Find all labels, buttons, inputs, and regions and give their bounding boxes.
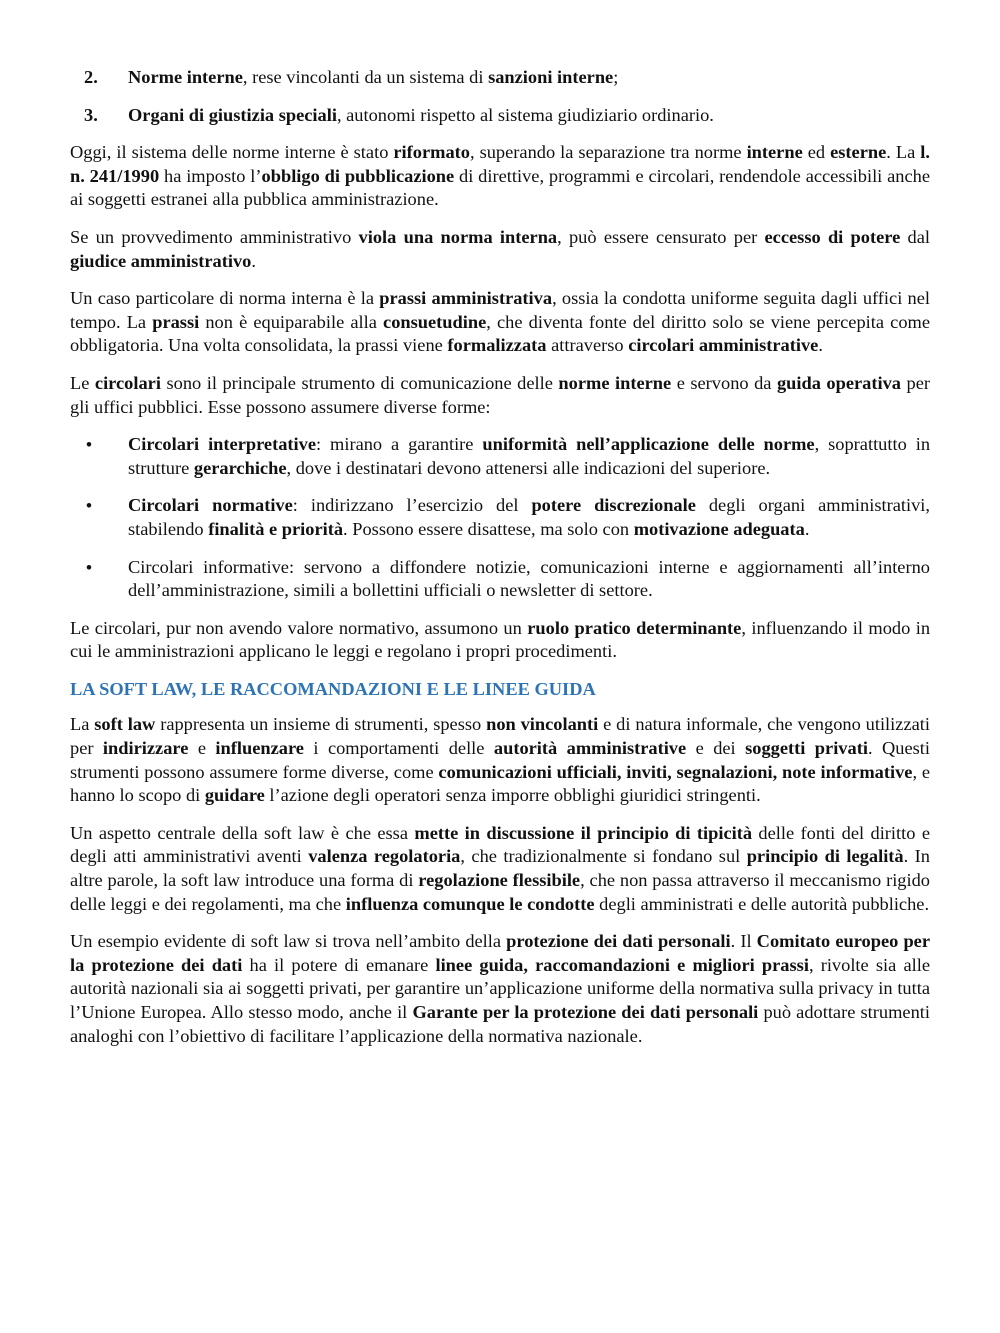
bold-run: finalità e priorità xyxy=(208,518,344,539)
bold-run: Circolari normative xyxy=(128,495,293,516)
text-run: , dove i destinatari devono attenersi alle indicazioni del superiore. xyxy=(286,457,771,478)
item-number: 2. xyxy=(84,67,98,87)
bold-run: consuetudine xyxy=(383,311,487,332)
text-run: Un aspetto centrale della soft law è che essa xyxy=(70,822,415,843)
bold-run: eccesso di potere xyxy=(764,226,901,247)
bullet-text xyxy=(128,495,930,539)
text-run: , rese vincolanti da un sistema di xyxy=(242,67,489,87)
bold-run: mette in discussione il principio di tipicità xyxy=(414,822,753,843)
bold-run: protezione dei dati personali xyxy=(506,931,731,952)
bold-run: uniformità nell’applicazione delle norme xyxy=(482,434,815,455)
text-run: l’azione degli operatori senza imporre obblighi giuridici stringenti. xyxy=(264,785,761,806)
bullet-item xyxy=(70,556,930,603)
bold-run: prassi amministrativa xyxy=(379,288,553,309)
text-run: e di natura informale, che vengono utilizzati per xyxy=(70,714,930,759)
bold-run: guida operativa xyxy=(776,372,902,393)
text-run: , che diventa fonte del diritto solo se viene percepita come obbligatoria. Una volta consolidata, la prassi viene xyxy=(70,311,930,356)
bold-run: giudice amministrativo xyxy=(70,250,252,271)
text-run: . Questi strumenti possono assumere forme diverse, come xyxy=(70,738,930,782)
bullet-marker: • xyxy=(86,557,92,577)
text-run: Se un provvedimento amministrativo xyxy=(70,226,359,247)
paragraph-soft-law-tipicita xyxy=(70,822,930,916)
bold-run: circolari xyxy=(94,372,161,393)
section-heading: LA SOFT LAW, LE RACCOMANDAZIONI E LE LINEE GUIDA xyxy=(70,678,596,699)
text-run: i comportamenti delle xyxy=(303,738,494,759)
bold-run: guidare xyxy=(204,785,265,806)
text-run: ed xyxy=(802,142,831,163)
bold-run: soggetti privati xyxy=(745,738,868,759)
text-run: , può essere censurato per xyxy=(557,226,765,247)
text-run: , che non passa attraverso il meccanismo rigido delle leggi e dei regolamenti, ma che xyxy=(70,870,931,914)
bold-run: potere discrezionale xyxy=(531,495,696,516)
text-run: , superando la separazione tra norme xyxy=(469,142,747,163)
text-run: Un esempio evidente di soft law si trova nell’ambito della xyxy=(70,931,507,952)
numbered-item xyxy=(70,104,930,128)
bold-run: l. n. 241/1990 xyxy=(70,142,930,186)
text-run: Le circolari, pur non avendo valore normativo, assumono un xyxy=(70,617,528,638)
text-run: , influenzando il modo in cui le amministrazioni applicano le leggi e regolano i propri procedimenti. xyxy=(70,617,931,662)
text-run: . xyxy=(818,335,823,356)
bold-run: obbligo di pubblicazione xyxy=(261,165,455,186)
bold-run: interne xyxy=(746,142,803,163)
text-run: e servono da xyxy=(671,372,777,393)
text-run: Oggi, il sistema delle norme interne è stato xyxy=(70,142,394,163)
text-run: per gli uffici pubblici. Esse possono assumere diverse forme: xyxy=(70,372,931,417)
bold-run: gerarchiche xyxy=(193,457,287,478)
bold-run: indirizzare xyxy=(102,738,189,759)
paragraph-ruolo-pratico xyxy=(70,617,930,664)
text-run: ha imposto l’ xyxy=(159,165,262,186)
bold-run: ruolo pratico determinante xyxy=(527,617,742,638)
bold-run: principio di legalità xyxy=(746,846,904,867)
text-run: ha il potere di emanare xyxy=(242,954,436,975)
text-run: non è equiparabile alla xyxy=(199,311,384,332)
bold-run: riformato xyxy=(393,142,470,163)
text-run: . Possono essere disattese, ma solo con xyxy=(343,518,634,539)
text-run: sono il principale strumento di comunicazione delle xyxy=(160,372,559,393)
bold-run: formalizzata xyxy=(447,335,547,356)
bullet-item xyxy=(70,433,930,480)
text-run: . xyxy=(251,250,256,271)
bold-run: autorità amministrative xyxy=(493,738,687,759)
bold-run: Circolari interpretative xyxy=(128,434,316,455)
paragraph-soft-law-dati-personali xyxy=(70,930,930,1048)
text-run: di direttive, programmi e circolari, rendendole accessibili anche ai soggetti estranei alla pubblica amministrazione. xyxy=(70,165,931,210)
bold-run: viola una norma interna xyxy=(358,226,558,247)
item-text xyxy=(128,67,618,87)
bold-run: Comitato europeo per la protezione dei dati xyxy=(70,931,930,975)
bold-run: norme interne xyxy=(558,372,672,393)
item-text xyxy=(128,105,714,125)
text-run: degli organi amministrativi, stabilendo xyxy=(128,495,931,539)
text-run: : indirizzano l’esercizio del xyxy=(292,495,532,516)
bold-run: sanzioni interne xyxy=(488,67,614,87)
bold-run: esterne xyxy=(830,142,887,163)
bullet-text xyxy=(128,557,930,601)
text-run: e xyxy=(188,738,216,759)
text-run: La xyxy=(70,714,95,735)
text-run: rappresenta un insieme di strumenti, spesso xyxy=(155,714,487,735)
text-run: Circolari informative: servono a diffondere notizie, comunicazioni interne e aggiornamenti all’interno dell’amministrazione, simili a bollettini ufficiali o newsletter di settore. xyxy=(128,556,930,601)
text-run: . In altre parole, la soft law introduce una forma di xyxy=(70,846,930,891)
bullet-marker: • xyxy=(86,435,92,455)
numbered-item xyxy=(70,66,930,90)
text-run: e dei xyxy=(686,738,746,759)
text-run: , soprattutto in strutture xyxy=(128,434,931,478)
bold-run: motivazione adeguata xyxy=(633,518,805,539)
text-run: . xyxy=(804,518,810,539)
bold-run: comunicazioni ufficiali, inviti, segnalazioni, note informative xyxy=(438,761,913,782)
bold-run: Norme interne xyxy=(128,67,243,87)
bold-run: linee guida, raccomandazioni e migliori prassi xyxy=(435,954,809,975)
text-run: attraverso xyxy=(546,335,629,356)
paragraph-soft-law-definizione xyxy=(70,713,930,807)
text-run: , rivolte sia alle autorità nazionali sia ai soggetti privati, per garantire un’applicazione uniforme della normativa sulla privacy in tutta l’Unione Europea. Allo stesso modo, anche il xyxy=(70,954,931,1022)
text-run: delle fonti del diritto e degli atti amministrativi aventi xyxy=(70,822,931,867)
bold-run: non vincolanti xyxy=(486,714,599,735)
bold-run: Organi di giustizia speciali xyxy=(128,104,337,125)
bold-run: prassi xyxy=(152,311,200,332)
bold-run: regolazione flessibile xyxy=(418,870,581,891)
text-run: , e hanno lo scopo di xyxy=(70,761,931,806)
bold-run: influenza comunque le condotte xyxy=(345,893,595,914)
paragraph-circolari xyxy=(70,372,930,419)
bold-run: soft law xyxy=(94,714,156,735)
text-run: : mirano a garantire xyxy=(316,434,483,455)
text-run: può adottare strumenti analoghi con l’obiettivo di facilitare l’applicazione della normativa nazionale. xyxy=(70,1002,930,1046)
bullet-item xyxy=(70,494,930,541)
paragraph-prassi-amministrativa xyxy=(70,287,930,358)
text-run: , ossia la condotta uniforme seguita dagli uffici nel tempo. La xyxy=(70,288,930,332)
bold-run: influenzare xyxy=(215,738,304,759)
text-run: , che tradizionalmente si fondano sul xyxy=(460,846,747,867)
paragraph-norme-interne-riformate xyxy=(70,141,930,212)
text-run: degli amministrati e delle autorità pubbliche. xyxy=(594,893,930,914)
bold-run: Garante per la protezione dei dati personali xyxy=(412,1002,759,1022)
text-run: , autonomi rispetto al sistema giudiziario ordinario. xyxy=(336,104,714,125)
paragraph-eccesso-di-potere xyxy=(70,226,930,273)
text-run: . Il xyxy=(730,931,757,952)
bold-run: circolari amministrative xyxy=(628,335,819,356)
text-run: Un caso particolare di norma interna è la xyxy=(70,288,380,309)
bullet-marker: • xyxy=(86,496,92,516)
bullet-text xyxy=(128,434,930,478)
bold-run: valenza regolatoria xyxy=(308,846,461,867)
text-run: Le xyxy=(70,372,95,393)
text-run: dal xyxy=(900,226,930,247)
text-run: . La xyxy=(886,142,921,163)
item-number: 3. xyxy=(84,104,98,125)
text-run: ; xyxy=(613,67,619,87)
